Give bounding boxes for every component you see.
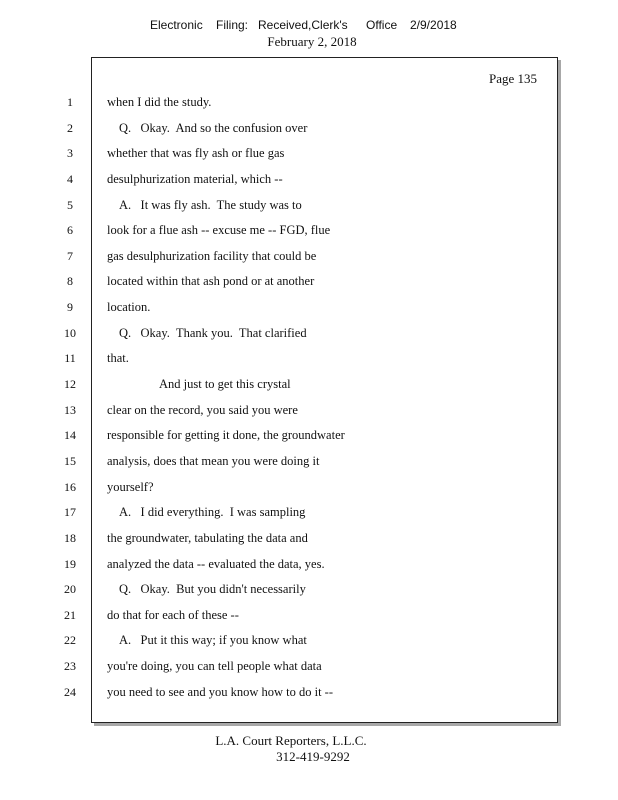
line-number: 16 [64, 479, 76, 494]
line-number: 10 [64, 325, 76, 340]
line-number-column [56, 94, 84, 709]
transcript-line: gas desulphurization facility that could be [107, 248, 317, 263]
line-number: 11 [64, 351, 76, 366]
filing-header [0, 18, 618, 50]
line-number: 21 [64, 607, 76, 622]
line-number: 6 [67, 223, 73, 238]
line-number: 14 [64, 428, 76, 443]
filing-date: February 2, 2018 [267, 34, 357, 49]
transcript-line: the groundwater, tabulating the data and [107, 530, 308, 545]
line-number: 1 [67, 95, 73, 109]
line-number: 3 [67, 146, 73, 161]
line-number: 12 [64, 377, 76, 392]
line-number: 18 [64, 530, 76, 545]
line-number: 19 [64, 556, 76, 571]
transcript-line: A. Put it this way; if you know what [119, 633, 307, 648]
reporter-company: L.A. Court Reporters, L.L.C. [215, 733, 367, 748]
line-number: 20 [64, 582, 76, 597]
line-number: 8 [67, 274, 73, 289]
transcript-line: A. I did everything. I was sampling [119, 505, 306, 520]
line-number: 2 [67, 120, 73, 135]
line-number: 4 [67, 171, 73, 186]
transcript-line: when I did the study. [107, 95, 212, 109]
filing-word-office: Office [366, 18, 398, 32]
line-number: 22 [64, 633, 76, 648]
transcript-line: do that for each of these -- [107, 607, 239, 622]
filing-word-electronic: Electronic [150, 18, 203, 32]
line-number: 17 [64, 505, 76, 520]
line-number: 9 [67, 300, 73, 315]
reporter-phone: 312-419-9292 [276, 749, 350, 764]
transcript-line: located within that ash pond or at another [107, 274, 315, 289]
line-number: 15 [64, 453, 76, 468]
transcript-line: yourself? [107, 479, 154, 494]
transcript-line: analysis, does that mean you were doing it [107, 453, 320, 468]
transcript-line: that. [107, 351, 129, 366]
transcript-line: Q. Okay. And so the confusion over [119, 120, 308, 135]
transcript-line: And just to get this crystal [159, 377, 291, 392]
transcript-line: whether that was fly ash or flue gas [107, 146, 285, 161]
transcript-line: A. It was fly ash. The study was to [119, 197, 302, 212]
page-footer [0, 733, 618, 765]
filing-stamp-line [0, 18, 618, 34]
page-number: Page 135 [488, 71, 537, 86]
filing-word-received: Received,Clerk's [258, 18, 348, 32]
transcript-line: Q. Okay. Thank you. That clarified [119, 325, 307, 340]
line-number: 23 [64, 659, 76, 674]
transcript-line: clear on the record, you said you were [107, 402, 298, 417]
filing-stamp-date: 2/9/2018 [410, 18, 457, 32]
transcript-line: you're doing, you can tell people what data [107, 659, 322, 674]
transcript-line: analyzed the data -- evaluated the data, yes. [107, 556, 325, 571]
filing-word-filing: Filing: [216, 18, 249, 32]
line-number: 5 [67, 197, 73, 212]
line-number: 24 [64, 684, 76, 699]
transcript-line: Q. Okay. But you didn't necessarily [119, 582, 306, 597]
line-number: 13 [64, 402, 76, 417]
transcript-line: you need to see and you know how to do it -- [107, 684, 334, 699]
transcript-line: desulphurization material, which -- [107, 171, 283, 186]
transcript-line: location. [107, 300, 151, 315]
transcript-line: look for a flue ash -- excuse me -- FGD, flue [107, 223, 331, 238]
transcript-body [107, 94, 547, 709]
line-number: 7 [67, 248, 73, 263]
transcript-line: responsible for getting it done, the groundwater [107, 428, 345, 443]
